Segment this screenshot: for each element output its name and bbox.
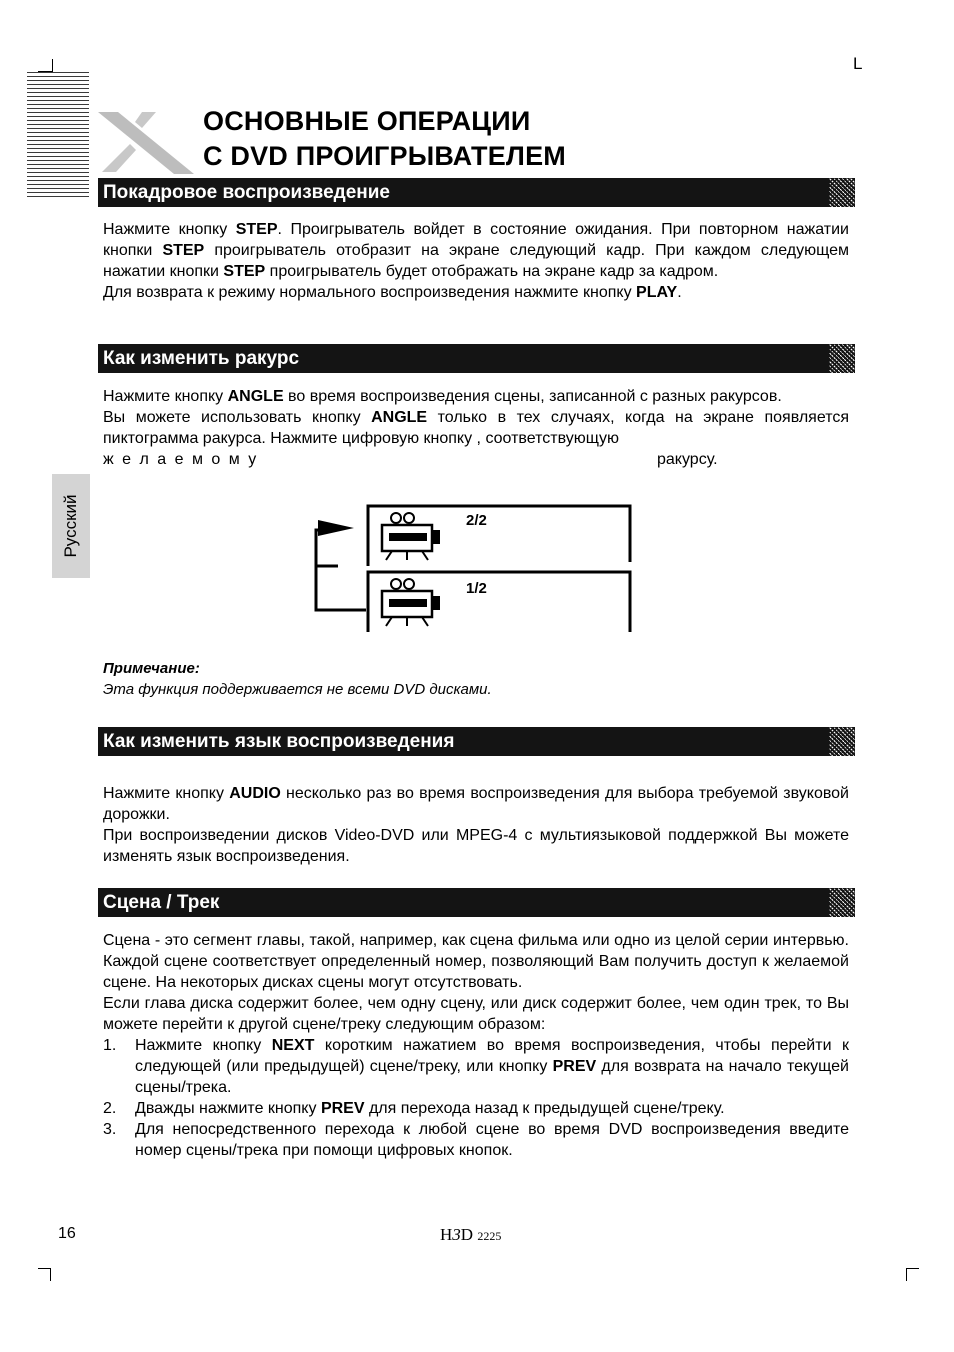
angle-diagram: [310, 500, 640, 635]
crop-mark-bottom-left: [38, 1268, 51, 1281]
section-body-audio: [103, 783, 849, 867]
paragraph: Для возврата к режиму нормального воспроизведения нажмите кнопку PLAY.: [103, 284, 682, 301]
section-body-angle: [103, 386, 849, 470]
section-heading-label: Как изменить ракурс: [103, 348, 300, 369]
key-prev: PREV: [320, 1100, 365, 1117]
section-heading-label: Сцена / Трек: [103, 892, 220, 913]
page-number: 16: [58, 1225, 76, 1242]
camera-icon: [382, 513, 440, 560]
key-step: STEP: [162, 242, 205, 259]
section-heading-label: Покадровое воспроизведение: [103, 182, 391, 203]
key-prev: PREV: [552, 1058, 597, 1075]
page-title-line1: ОСНОВНЫЕ ОПЕРАЦИИ: [203, 106, 531, 136]
note-title: Примечание:: [103, 660, 200, 677]
steps-list: [103, 1035, 849, 1161]
paragraph: Сцена - это сегмент главы, такой, например, как сцена фильма или одно из целой серии интервью. Каждой сцене соответствует определенный номер, позволяющий Вам получить доступ к желаемой сцене. На некоторых дисках сцены могут отсутствовать.: [103, 932, 849, 991]
key-step: STEP: [223, 263, 266, 280]
paragraph-spaced: ж е л а е м о м у ракурсу.: [103, 451, 718, 468]
paragraph: Если глава диска содержит более, чем одну сцену, или диск содержит более, чем один трек, то Вы можете перейти к другой сцене/треку следующим образом:: [103, 995, 849, 1033]
brand-x-logo: [96, 108, 196, 176]
key-audio: AUDIO: [229, 785, 281, 802]
decorative-stripes: [27, 72, 89, 200]
paragraph: Вы можете использовать кнопку ANGLE только в тех случаях, когда на экране появляется пиктограмма ракурса. Нажмите цифровую кнопку , соответствующую: [103, 409, 849, 447]
section-heading-audio: [98, 727, 855, 756]
angle-label-bottom: 1/2: [466, 580, 487, 597]
page-title-line2: С DVD ПРОИГРЫВАТЕЛЕМ: [203, 141, 566, 171]
paragraph: Нажмите кнопку AUDIO несколько раз во время воспроизведения для выбора требуемой звуковой дорожки.: [103, 785, 849, 823]
paragraph: Нажмите кнопку STEP. Проигрыватель войдет в состояние ожидания. При повторном нажатии кнопки STEP проигрыватель отобразит на экране следующий кадр. При каждом следующем нажатии кнопки STEP проигрыватель будет отображать на экране кадр за кадром.: [103, 221, 849, 280]
list-item: 2. Дважды нажмите кнопку PREV для перехода назад к предыдущей сцене/треку.: [103, 1100, 725, 1117]
section-heading-label: Как изменить язык воспроизведения: [103, 731, 455, 752]
paragraph: Нажмите кнопку ANGLE во время воспроизведения сцены, записанной с разных ракурсов.: [103, 388, 782, 405]
key-play: PLAY: [636, 284, 678, 301]
key-angle: ANGLE: [371, 409, 428, 426]
section-heading-frame-advance: [98, 178, 855, 207]
list-item: 1. Нажмите кнопку NEXT коротким нажатием во время воспроизведения, чтобы перейти к следующей (или предыдущей) сцене/треку, или кнопку PREV для возврата на начало текущей сцены/трека.: [103, 1037, 850, 1096]
key-next: NEXT: [271, 1037, 315, 1054]
note-text: Эта функция поддерживается не всеми DVD дисками.: [103, 681, 492, 698]
crop-mark-bottom-right: [906, 1268, 919, 1281]
section-body-frame-advance: [103, 219, 849, 303]
camera-icon: [382, 579, 440, 626]
key-angle: ANGLE: [227, 388, 284, 405]
corner-mark-top-right: L: [853, 54, 863, 73]
page-title: [203, 104, 566, 174]
section-body-scene-track: [103, 930, 849, 1161]
language-tab-label: Русский: [61, 494, 80, 558]
section-heading-scene-track: [98, 888, 855, 917]
list-item: 3. Для непосредственного перехода к любой сцене во время DVD воспроизведения введите номер сцены/трека при помощи цифровых кнопок.: [103, 1121, 849, 1159]
crop-mark-top-left: [38, 59, 53, 72]
model-name: H3D 2225: [440, 1225, 502, 1244]
section-heading-angle: [98, 344, 855, 373]
angle-label-top: 2/2: [466, 512, 487, 529]
language-tab: [52, 474, 90, 578]
key-step: STEP: [235, 221, 278, 238]
paragraph: При воспроизведении дисков Video-DVD или MPEG-4 с мультиязыковой поддержкой Вы можете изменять язык воспроизведения.: [103, 827, 849, 865]
